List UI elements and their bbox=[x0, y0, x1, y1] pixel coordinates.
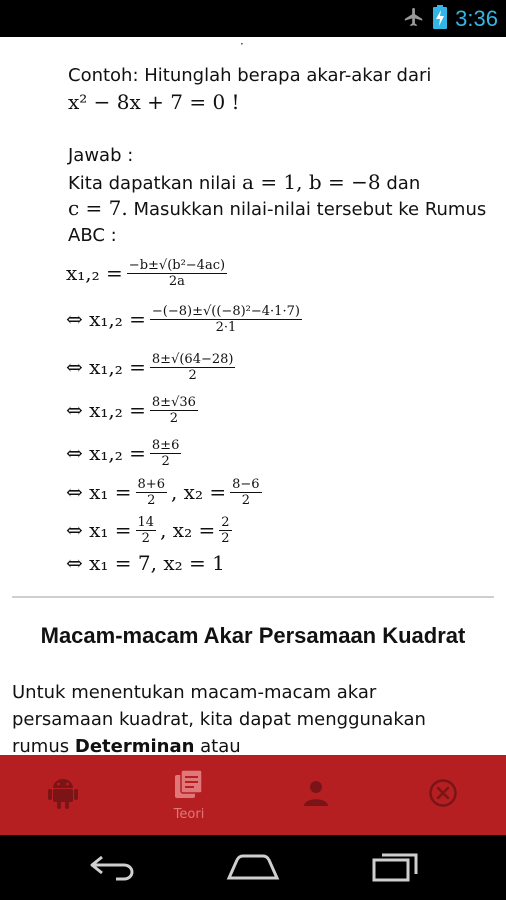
fraction-denominator: 2 bbox=[221, 530, 230, 546]
formula-fraction bbox=[219, 515, 231, 546]
status-time: 3:36 bbox=[455, 5, 498, 31]
answer-line-1 bbox=[68, 169, 488, 197]
formula-line-5 bbox=[66, 437, 185, 469]
answer-values-1: a = 1, b = −8 bbox=[242, 170, 381, 194]
back-button[interactable] bbox=[63, 835, 163, 900]
answer-label: Jawab : bbox=[68, 145, 134, 166]
home-button[interactable] bbox=[203, 835, 303, 900]
fraction-numerator: −b±√(b²−4ac) bbox=[128, 257, 226, 273]
fraction-denominator: 2 bbox=[161, 453, 170, 469]
answer-line-2 bbox=[68, 195, 488, 249]
back-icon bbox=[88, 851, 138, 885]
formula-fraction bbox=[150, 304, 302, 335]
formula-prefix: x₁,₂ = bbox=[66, 261, 123, 285]
section-paragraph bbox=[12, 679, 482, 755]
example-equation: x² − 8x + 7 = 0 ! bbox=[68, 90, 240, 114]
formula-fraction bbox=[127, 258, 227, 289]
fraction-denominator: 2 bbox=[147, 492, 156, 508]
fraction-denominator: 2 bbox=[169, 410, 179, 426]
fraction-denominator: 2a bbox=[168, 273, 185, 289]
tab-close[interactable] bbox=[380, 755, 506, 835]
tab-android[interactable] bbox=[0, 755, 126, 835]
person-icon bbox=[303, 779, 329, 811]
bottom-tab-bar bbox=[0, 755, 506, 835]
system-nav-bar bbox=[0, 835, 506, 900]
fraction-denominator: 2 bbox=[141, 530, 150, 546]
android-icon bbox=[48, 776, 78, 814]
fraction-denominator: 2 bbox=[241, 492, 250, 508]
formula-prefix: ⇔ x₁,₂ = bbox=[66, 355, 146, 379]
formula-fraction bbox=[150, 438, 181, 469]
recent-apps-icon bbox=[370, 850, 420, 886]
fraction-numerator: 8−6 bbox=[232, 476, 260, 492]
tab-profile[interactable] bbox=[253, 755, 379, 835]
formula-fraction bbox=[136, 515, 157, 546]
formula-prefix: ⇔ x₁,₂ = bbox=[66, 398, 146, 422]
fraction-numerator: 8+6 bbox=[137, 476, 165, 492]
formula-prefix: ⇔ x₁ = 7, x₂ = 1 bbox=[66, 551, 225, 575]
book-icon bbox=[174, 769, 204, 803]
content-area[interactable] bbox=[0, 37, 506, 755]
formula-line-3 bbox=[66, 351, 239, 383]
answer-text-1: Kita dapatkan nilai bbox=[68, 173, 237, 194]
formula-mid: , x₂ = bbox=[170, 480, 227, 504]
formula-fraction bbox=[150, 352, 236, 383]
clipped-line-fragment: · bbox=[240, 37, 244, 51]
fraction-numerator: −(−8)±√((−8)²−4·1·7) bbox=[151, 303, 300, 319]
formula-line-7 bbox=[66, 514, 236, 546]
formula-prefix: ⇔ x₁ = bbox=[66, 480, 132, 504]
fraction-numerator: 8±√36 bbox=[151, 394, 196, 410]
fraction-denominator: 2·1 bbox=[215, 319, 237, 335]
example-label: Contoh: Hitunglah berapa akar-akar dari bbox=[68, 65, 432, 86]
tab-teori[interactable] bbox=[126, 755, 252, 835]
formula-line-2 bbox=[66, 303, 306, 335]
answer-values-2: c = 7. bbox=[68, 196, 128, 220]
paragraph-text: Untuk menentukan macam-macam akar persamaan kuadrat, kita dapat menggunakan rumus bbox=[12, 682, 426, 755]
formula-fraction bbox=[150, 395, 198, 426]
fraction-denominator: 2 bbox=[188, 367, 197, 383]
tab-teori-label: Teori bbox=[173, 806, 205, 822]
battery-charging-icon bbox=[433, 5, 447, 33]
formula-fraction bbox=[136, 477, 167, 508]
fraction-numerator: 8±6 bbox=[151, 437, 180, 453]
formula-prefix: ⇔ x₁,₂ = bbox=[66, 441, 146, 465]
home-icon bbox=[225, 850, 281, 886]
paragraph-bold: Determinan bbox=[74, 736, 195, 755]
paragraph-text-end: atau bbox=[200, 736, 241, 755]
answer-dan: dan bbox=[386, 173, 421, 194]
close-circle-icon bbox=[428, 778, 458, 812]
recent-apps-button[interactable] bbox=[345, 835, 445, 900]
section-divider bbox=[12, 596, 494, 598]
formula-fraction bbox=[230, 477, 261, 508]
airplane-icon bbox=[403, 6, 425, 32]
formula-line-4 bbox=[66, 394, 202, 426]
answer-text-2: Masukkan nilai-nilai tersebut ke Rumus ABC : bbox=[68, 199, 487, 246]
formula-line-1 bbox=[66, 257, 231, 289]
formula-line-6 bbox=[66, 476, 266, 508]
fraction-numerator: 14 bbox=[137, 514, 155, 530]
formula-prefix: ⇔ x₁,₂ = bbox=[66, 307, 146, 331]
formula-prefix: ⇔ x₁ = bbox=[66, 518, 132, 542]
formula-mid: , x₂ = bbox=[160, 518, 216, 542]
status-bar bbox=[0, 0, 506, 37]
fraction-numerator: 8±√(64−28) bbox=[151, 351, 234, 367]
section-heading: Macam-macam Akar Persamaan Kuadrat bbox=[40, 623, 466, 648]
formula-line-8 bbox=[66, 547, 225, 579]
fraction-numerator: 2 bbox=[221, 514, 230, 530]
